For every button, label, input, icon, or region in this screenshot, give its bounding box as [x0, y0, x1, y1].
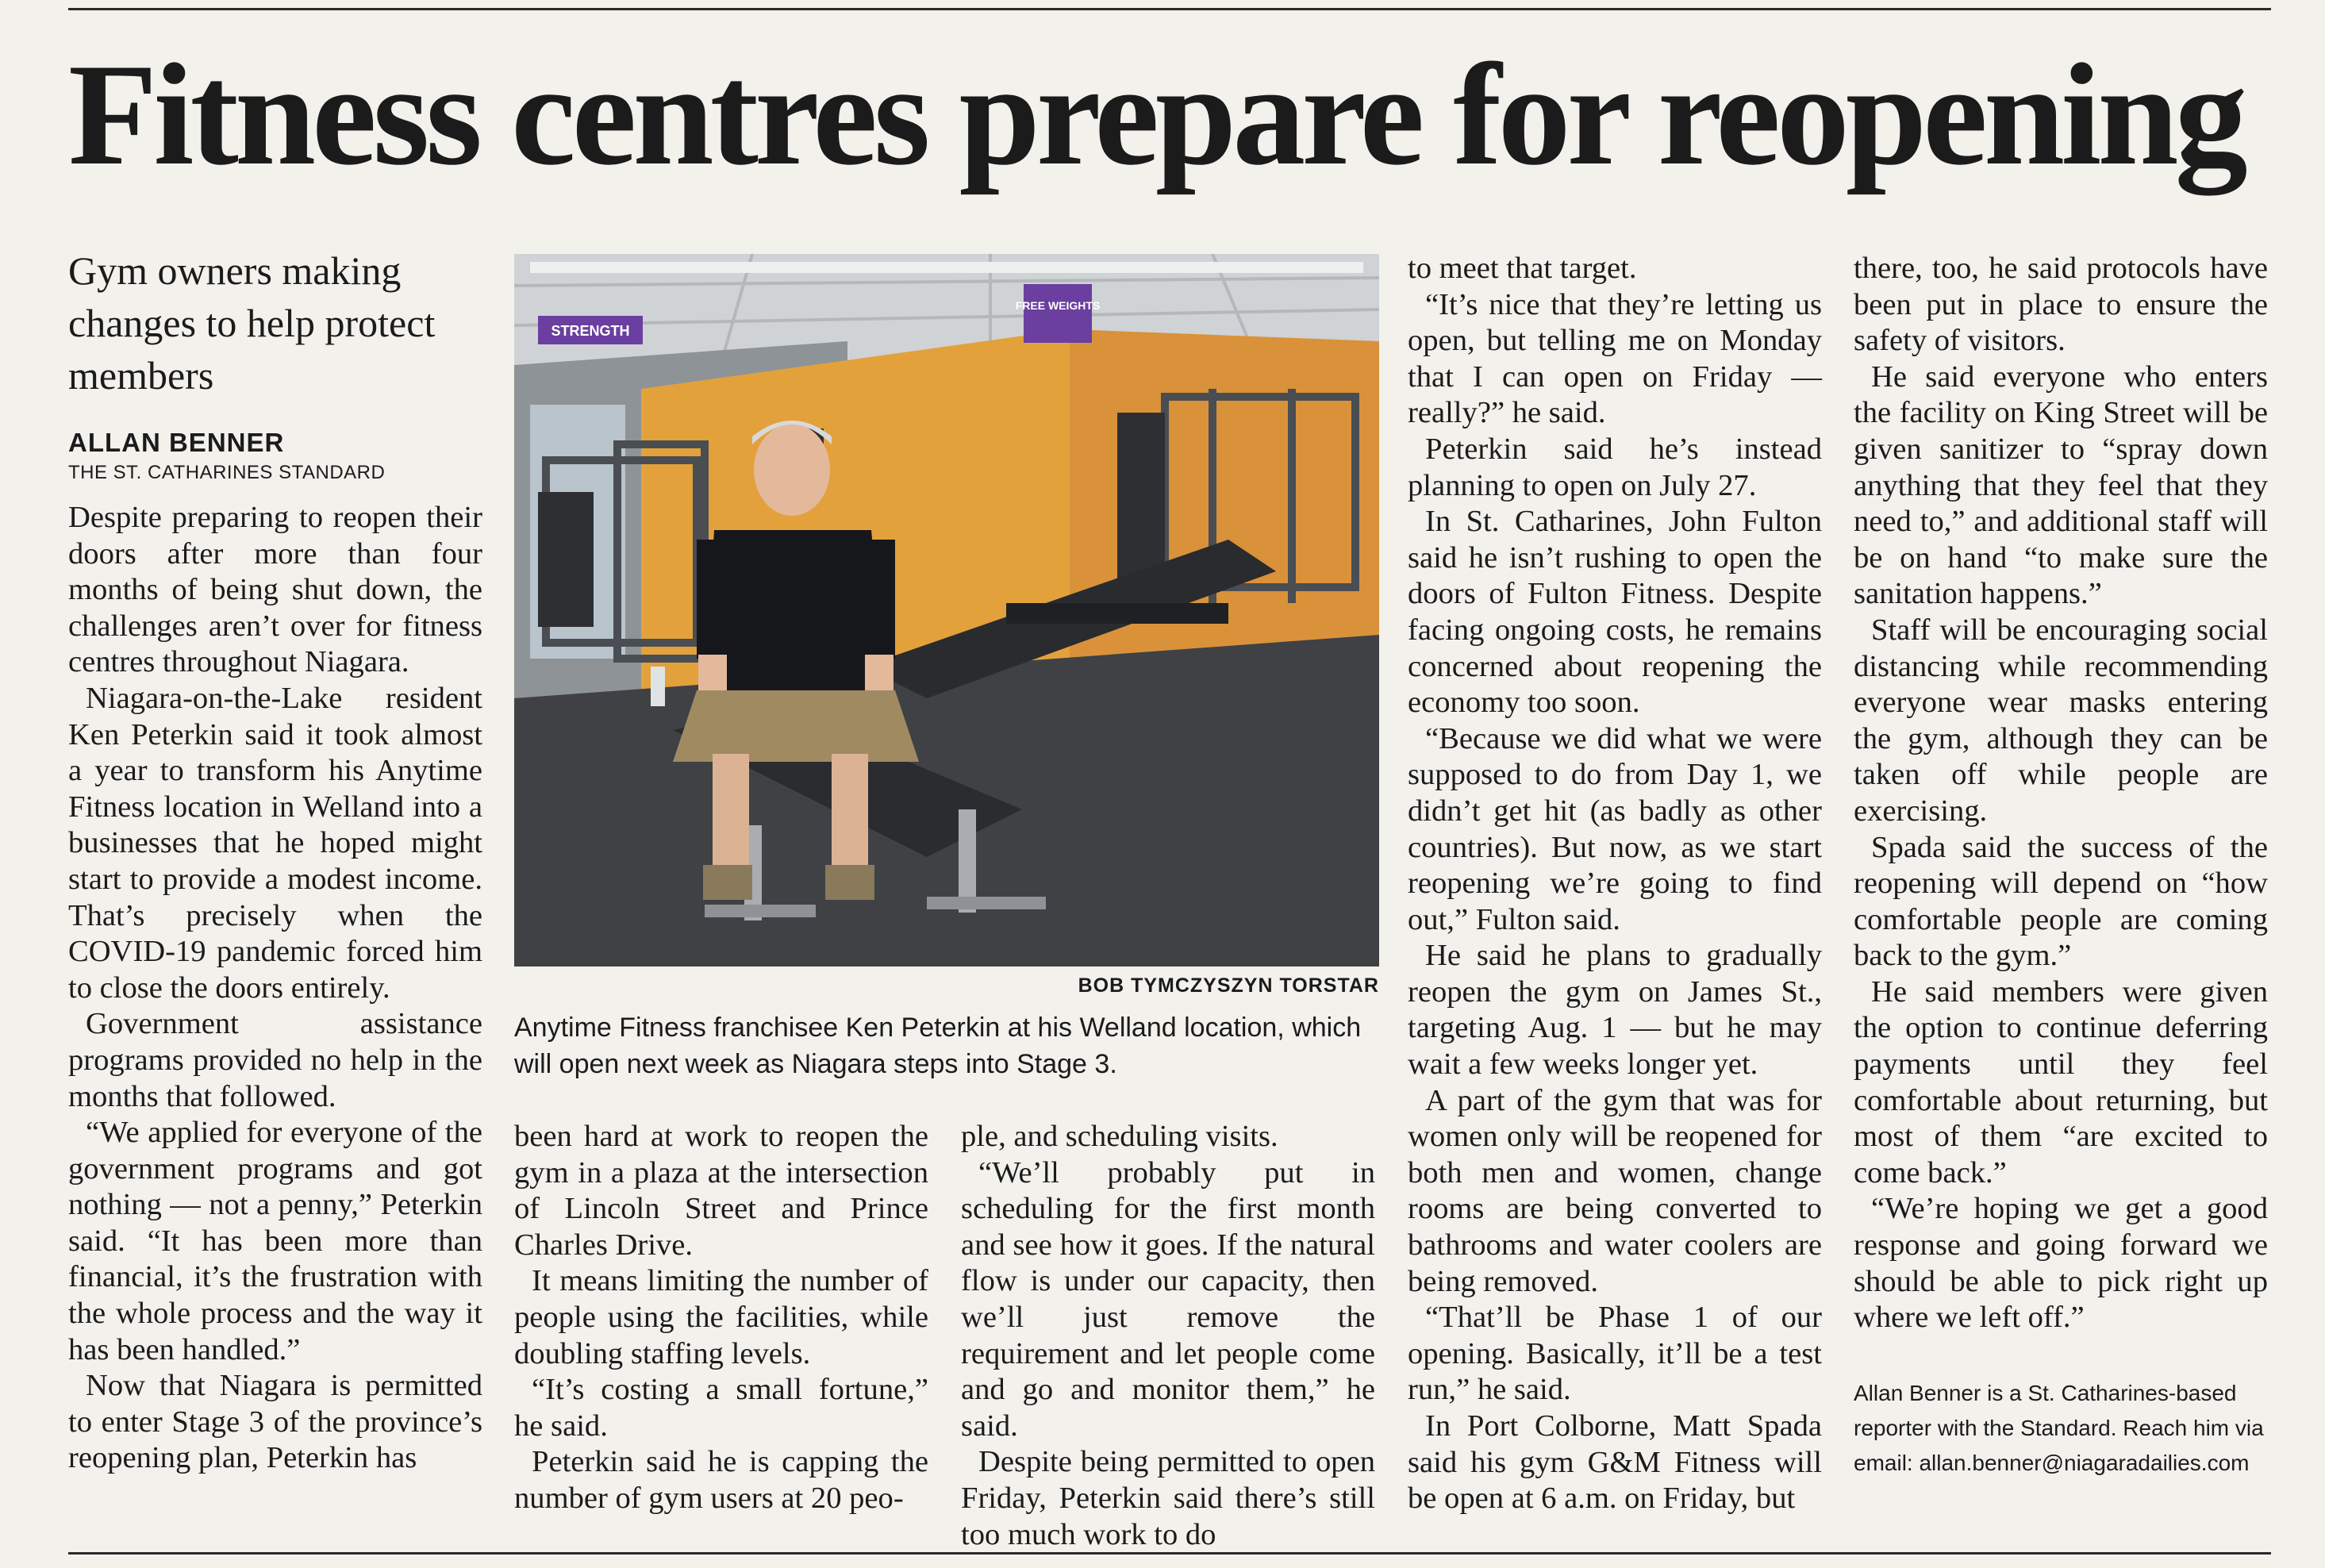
byline-name: ALLAN BENNER: [68, 428, 285, 457]
byline-org: THE ST. CATHARINES STANDARD: [68, 462, 386, 483]
paragraph: ple, and scheduling visits.: [961, 1120, 1278, 1153]
bottom-rule: [68, 1552, 2271, 1555]
paragraph: been hard at work to reopen the gym in a plaza at the intersection of Lincoln Street and Prince Charles Drive.: [514, 1120, 928, 1262]
paragraph: Niagara-on-the-Lake resident Ken Peterkin said it took almost a year to transform his Anytime Fitness location in Welland into a businesses that he hoped might start to provide a modest income. That’s precisely when the COVID-19 pandemic forced him to close the doors entirely.: [68, 681, 482, 1005]
paragraph: It means limiting the number of people using the facilities, while doubling staffing levels.: [514, 1264, 928, 1370]
paragraph: “It’s costing a small fortune,” he said.: [514, 1373, 928, 1443]
paragraph: “Because we did what we were supposed to do from Day 1, we didn’t get hit (as badly as other countries). But now, as we start reopening we’re going to find out,” Fulton said.: [1408, 721, 1822, 936]
paragraph: In Port Colborne, Matt Spada said his gym G&M Fitness will be open at 6 a.m. on Friday, but: [1408, 1409, 1822, 1516]
paragraph: “We applied for everyone of the government programs and got nothing — not a penny,” Peterkin said. “It has been more than financial, it’s the frustration with the whole process and the way it has been handled.”: [68, 1116, 482, 1366]
paragraph: “That’ll be Phase 1 of our opening. Basically, it’ll be a test run,” he said.: [1408, 1301, 1822, 1407]
paragraph: Despite being permitted to open Friday, Peterkin said there’s still too much work to do: [961, 1445, 1375, 1551]
paragraph: “We’ll probably put in scheduling for the first month and see how it goes. If the natural flow is under our capacity, then we’ll just remove the requirement and let people come and go and monitor them,” he said.: [961, 1155, 1375, 1443]
paragraph: A part of the gym that was for women only will be reopened for both men and women, change rooms are being converted to bathrooms and water coolers are being removed.: [1408, 1083, 1822, 1298]
paragraph: He said members were given the option to continue deferring payments until they feel comfortable about returning, but most of them “are excited to come back.”: [1854, 974, 2268, 1189]
deck: Gym owners making changes to help protect members: [68, 248, 436, 398]
article-column-2: [514, 1119, 928, 1517]
headline: Fitness centres prepare for reopening: [68, 33, 2244, 195]
paragraph: He said everyone who enters the facility on King Street will be given sanitizer to “spray down anything that they feel that they need to,” and additional staff will be on hand “to make sure the sanitation happens.”: [1854, 359, 2268, 611]
sign-free-weights: FREE WEIGHTS: [1015, 299, 1101, 312]
paragraph: to meet that target.: [1408, 252, 1637, 285]
paragraph: Despite preparing to reopen their doors after more than four months of being shut down, the challenges aren’t over for fitness centres throughout Niagara.: [68, 501, 482, 679]
paragraph: He said he plans to gradually reopen the gym on James St., targeting Aug. 1 — but he may wait a few weeks longer yet.: [1408, 939, 1822, 1082]
author-bio: Allan Benner is a St. Catharines-based reporter with the Standard. Reach him via email: allan.benner@niagaradailies.com: [1854, 1381, 2264, 1475]
paragraph: “We’re hoping we get a good response and going forward we should be able to pick right up where we left off.”: [1854, 1192, 2268, 1335]
paragraph: “It’s nice that they’re letting us open, but telling me on Monday that I can open on Friday — really?” he said.: [1408, 287, 1822, 430]
article-column-5: [1854, 251, 2268, 1336]
article-column-1: [68, 500, 482, 1477]
photo-credit: BOB TYMCZYSZYN TORSTAR: [1078, 974, 1379, 997]
article-column-4: [1408, 251, 1822, 1517]
paragraph: In St. Catharines, John Fulton said he isn’t rushing to open the doors of Fulton Fitness. Despite facing ongoing costs, he remains concerned about reopening the economy too soon.: [1408, 505, 1822, 720]
paragraph: Spada said the success of the reopening will depend on “how comfortable people are coming back to the gym.”: [1854, 830, 2268, 973]
paragraph: Now that Niagara is permitted to enter Stage 3 of the province’s reopening plan, Peterkin has: [68, 1369, 482, 1475]
paragraph: Peterkin said he’s instead planning to open on July 27.: [1408, 432, 1822, 502]
article-column-3: [961, 1119, 1375, 1553]
paragraph: there, too, he said protocols have been put in place to ensure the safety of visitors.: [1854, 252, 2268, 358]
gym-photo: [514, 254, 1379, 967]
top-rule: [68, 8, 2271, 10]
paragraph: Staff will be encouraging social distancing while recommending everyone wear masks entering the gym, although they can be taken off while people are exercising.: [1854, 613, 2268, 828]
paragraph: Peterkin said he is capping the number of gym users at 20 peo-: [514, 1445, 928, 1515]
sign-strength: STRENGTH: [551, 323, 630, 339]
photo-caption: Anytime Fitness franchisee Ken Peterkin at his Welland location, which will open next week as Niagara steps into Stage 3.: [514, 1013, 1362, 1079]
paragraph: Government assistance programs provided no help in the months that followed.: [68, 1007, 482, 1113]
